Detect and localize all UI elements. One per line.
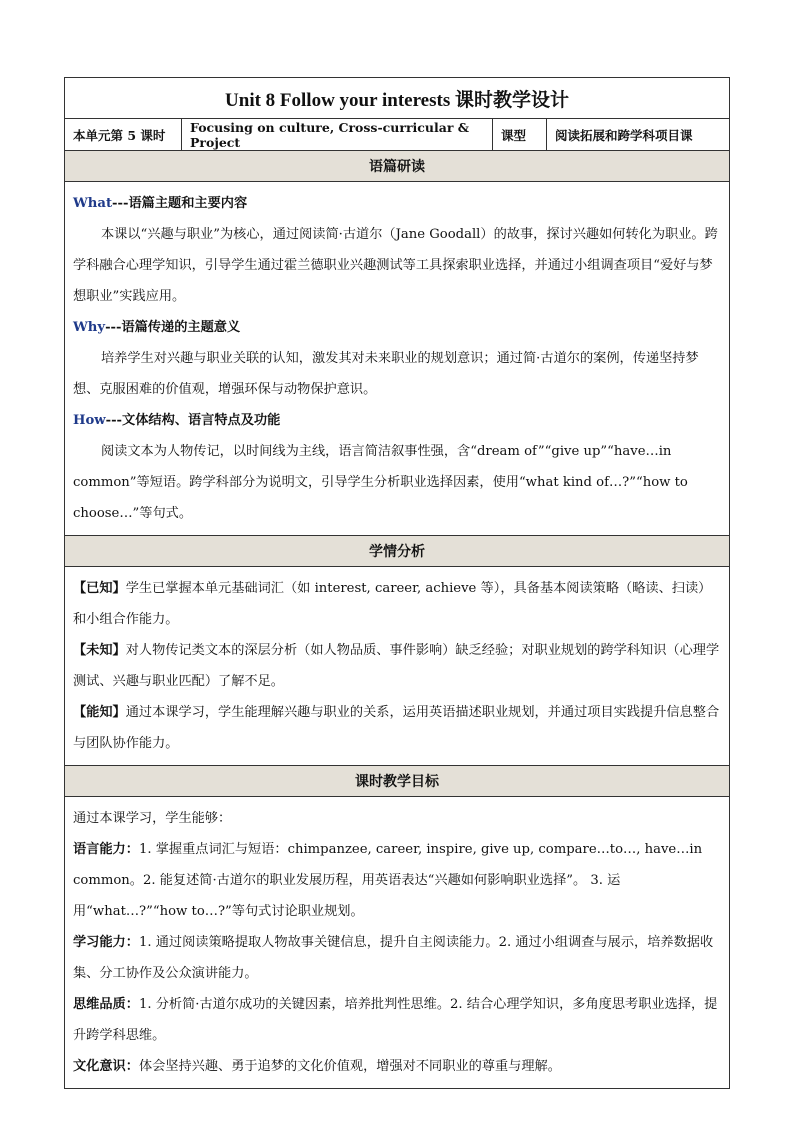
thinking-body: 1. 分析简·古道尔成功的关键因素，培养批判性思维。2. 结合心理学知识，多角度思考职业选择，提升跨学科思维。 <box>73 997 718 1043</box>
why-label: Why <box>73 320 106 335</box>
unknown-body: 对人物传记类文本的深层分析（如人物品质、事件影响）缺乏经验；对职业规划的跨学科知识（心理学测试、兴趣与职业匹配）了解不足。 <box>73 643 720 689</box>
text-study-content <box>65 182 730 536</box>
objectives-heading: 课时教学目标 <box>65 766 730 797</box>
known-body: 学生已掌握本单元基础词汇（如 interest, career, achieve 等），具备基本阅读策略（略读、扫读）和小组合作能力。 <box>73 581 712 627</box>
thinking-label: 思维品质： <box>73 997 139 1012</box>
lesson-plan-table <box>64 77 730 1089</box>
page-title: Unit 8 Follow your interests 课时教学设计 <box>65 78 730 119</box>
lesson-number: 本单元第 5 课时 <box>65 119 182 151</box>
able-body: 通过本课学习，学生能理解兴趣与职业的关系，运用英语描述职业规划，并通过项目实践提升信息整合与团队协作能力。 <box>73 705 720 751</box>
culture-label: 文化意识： <box>73 1059 139 1074</box>
objectives-intro: 通过本课学习，学生能够： <box>73 811 232 826</box>
what-title: ---语篇主题和主要内容 <box>112 196 248 211</box>
objectives-content <box>65 797 730 1089</box>
lesson-type-value: 阅读拓展和跨学科项目课 <box>547 119 730 151</box>
how-label: How <box>73 413 106 428</box>
culture-body: 体会坚持兴趣、勇于追梦的文化价值观，增强对不同职业的尊重与理解。 <box>138 1059 561 1074</box>
language-body: 1. 掌握重点词汇与短语：chimpanzee, career, inspire, give up, compare…to…, have…in common。2. 能复述简·古道尔的职业发展历程，用英语表达“兴趣如何影响职业选择”。 3. 运用“what…?”“how to…?”等句式讨论职业规划。 <box>73 842 703 919</box>
why-title: ---语篇传递的主题意义 <box>105 320 241 335</box>
learning-label: 学习能力： <box>73 935 139 950</box>
lesson-type-label: 课型 <box>493 119 547 151</box>
learner-analysis-content <box>65 567 730 766</box>
lesson-topic: Focusing on culture, Cross-curricular & Project <box>182 119 493 151</box>
why-body: 培养学生对兴趣与职业关联的认知，激发其对未来职业的规划意识；通过简·古道尔的案例，传递坚持梦想、克服困难的价值观，增强环保与动物保护意识。 <box>73 351 699 397</box>
known-tag: 【已知】 <box>73 581 126 596</box>
text-study-heading: 语篇研读 <box>65 151 730 182</box>
how-title: ---文体结构、语言特点及功能 <box>105 413 281 428</box>
what-label: What <box>73 196 113 211</box>
language-label: 语言能力： <box>73 842 139 857</box>
learning-body: 1. 通过阅读策略提取人物故事关键信息，提升自主阅读能力。2. 通过小组调查与展示，培养数据收集、分工协作及公众演讲能力。 <box>73 935 714 981</box>
able-tag: 【能知】 <box>73 705 126 720</box>
learner-analysis-heading: 学情分析 <box>65 536 730 567</box>
how-body: 阅读文本为人物传记，以时间线为主线，语言简洁叙事性强，含“dream of”“give up”“have…in common”等短语。跨学科部分为说明文，引导学生分析职业选择因素，使用“what kind of…?”“how to choose…”等句式。 <box>73 444 688 521</box>
what-body: 本课以“兴趣与职业”为核心，通过阅读简·古道尔（Jane Goodall）的故事，探讨兴趣如何转化为职业。跨学科融合心理学知识，引导学生通过霍兰德职业兴趣测试等工具探索职业选择，并通过小组调查项目“爱好与梦想职业”实践应用。 <box>73 227 718 304</box>
unknown-tag: 【未知】 <box>73 643 126 658</box>
